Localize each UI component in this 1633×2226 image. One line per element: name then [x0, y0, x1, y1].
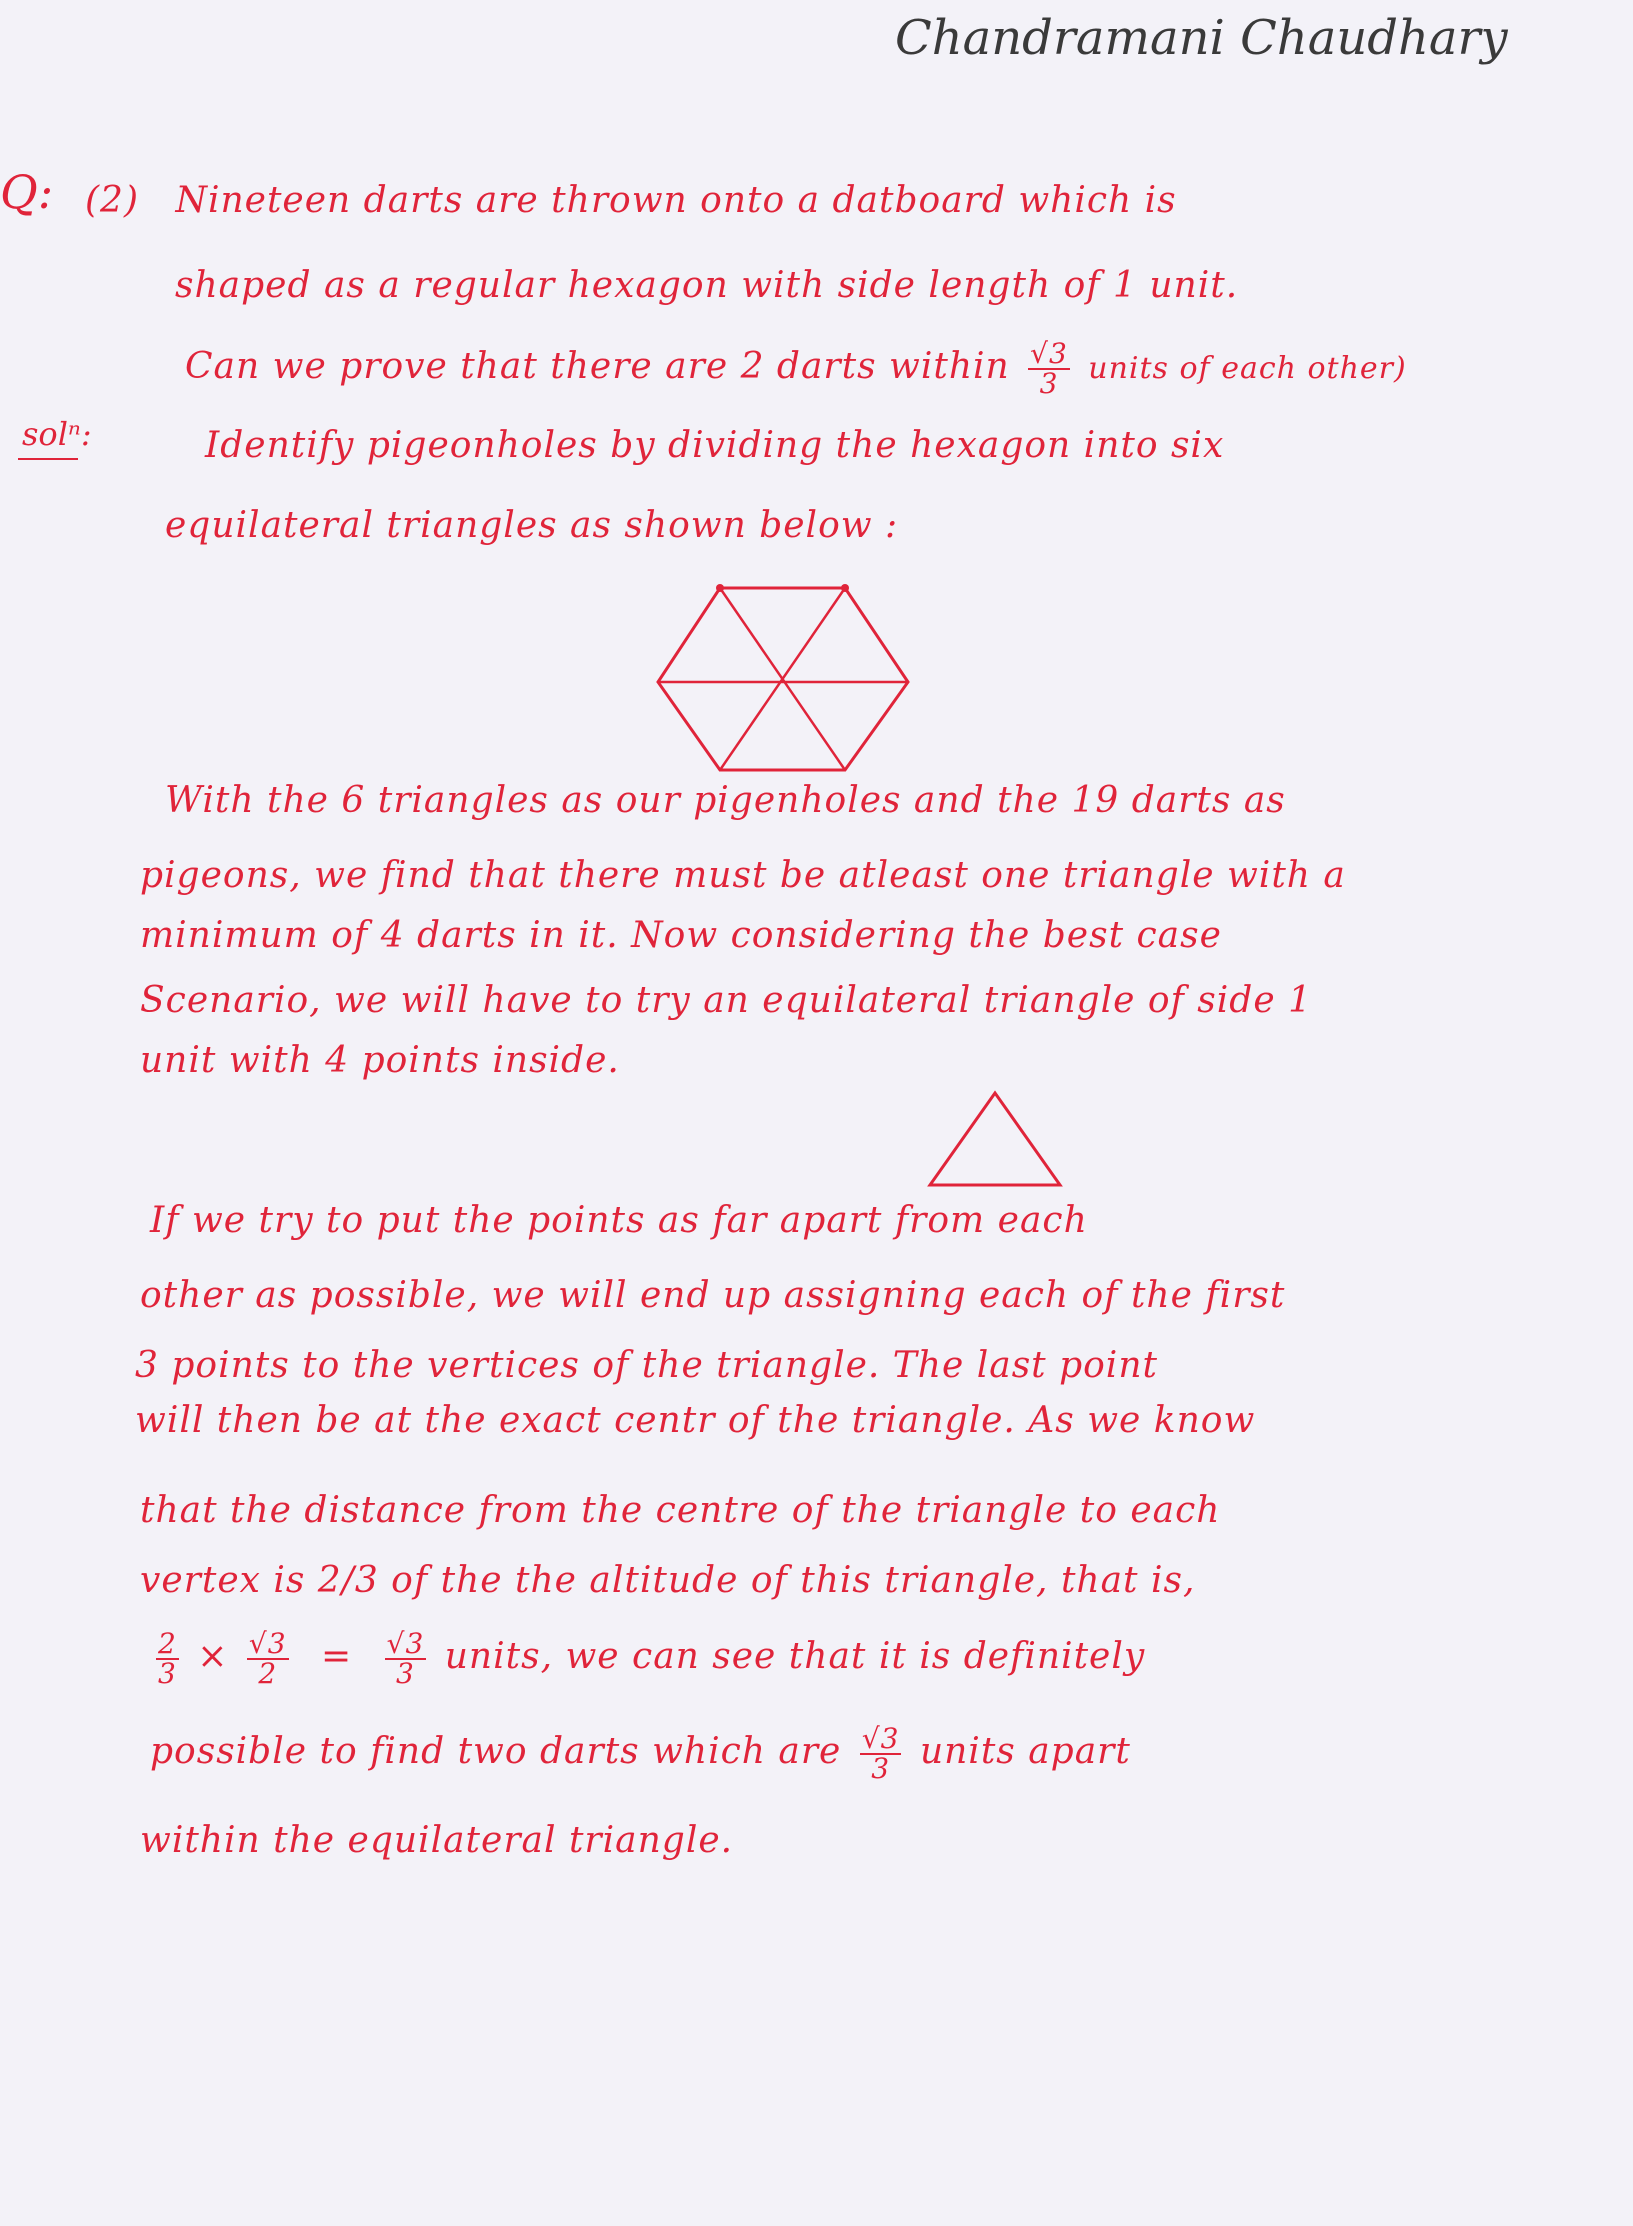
solution-p3-line-6: vertex is 2/3 of the the altitude of this triangle, that is,	[140, 1560, 1196, 1601]
fraction-root3-over-3-apart: $\frac{√3}{3}$	[861, 1722, 900, 1785]
question-label: Q:	[0, 165, 54, 219]
equation-line	[150, 1627, 1146, 1690]
solution-label-underline	[18, 458, 78, 460]
possible-text-end: units apart	[919, 1731, 1131, 1772]
solution-p2-line-4: Scenario, we will have to try an equilateral triangle of side 1	[140, 980, 1312, 1021]
equals-sign: =	[321, 1636, 353, 1677]
solution-p3-line-2: other as possible, we will end up assigning each of the first	[140, 1275, 1286, 1316]
question-line-1	[85, 180, 1177, 221]
times-sign: ×	[197, 1636, 229, 1677]
fraction-2-over-3: $\frac{2}{3}$	[158, 1627, 177, 1690]
fraction-root3-over-2: $\frac{√3}{2}$	[248, 1627, 287, 1690]
equation-text: units, we can see that it is definitely	[444, 1636, 1146, 1677]
fraction-root3-over-3-result: $\frac{√3}{3}$	[386, 1627, 425, 1690]
question-text-1: Nineteen darts are thrown onto a datboard which is	[175, 180, 1177, 221]
hexagon-figure	[640, 570, 940, 780]
solution-p3-line-5: that the distance from the centre of the triangle to each	[140, 1490, 1221, 1531]
solution-p2-line-1: With the 6 triangles as our pigenholes and the 19 darts as	[165, 780, 1286, 821]
fraction-root3-over-3: $\frac{√3}{3}$	[1030, 337, 1068, 400]
solution-last-line: within the equilateral triangle.	[140, 1820, 734, 1861]
solution-p1-line-2: equilateral triangles as shown below :	[165, 505, 899, 546]
solution-p1-line-1: Identify pigeonholes by dividing the hexagon into six	[205, 425, 1225, 466]
question-line-3	[185, 337, 1407, 400]
solution-p2-line-2: pigeons, we find that there must be atleast one triangle with a	[140, 855, 1346, 896]
question-text-3-end: units of each other)	[1088, 351, 1407, 386]
solution-p3-line-1: If we try to put the points as far apart from each	[150, 1200, 1088, 1241]
solution-p3-line-3: 3 points to the vertices of the triangle. The last point	[135, 1345, 1158, 1386]
solution-p2-line-5: unit with 4 points inside.	[140, 1040, 620, 1081]
solution-p3-line-4: will then be at the exact centr of the triangle. As we know	[135, 1400, 1256, 1441]
solution-p2-line-3: minimum of 4 darts in it. Now considering the best case	[140, 915, 1222, 956]
possible-text: possible to find two darts which are	[150, 1731, 842, 1772]
solution-label: solⁿ:	[22, 415, 92, 453]
author-name: Chandramani Chaudhary	[895, 10, 1508, 66]
question-number: (2)	[85, 180, 139, 221]
solution-possible-line	[150, 1722, 1131, 1785]
question-text-3: Can we prove that there are 2 darts within	[185, 346, 1010, 387]
triangle-figure	[920, 1085, 1070, 1195]
question-line-2: shaped as a regular hexagon with side length of 1 unit.	[175, 265, 1239, 306]
